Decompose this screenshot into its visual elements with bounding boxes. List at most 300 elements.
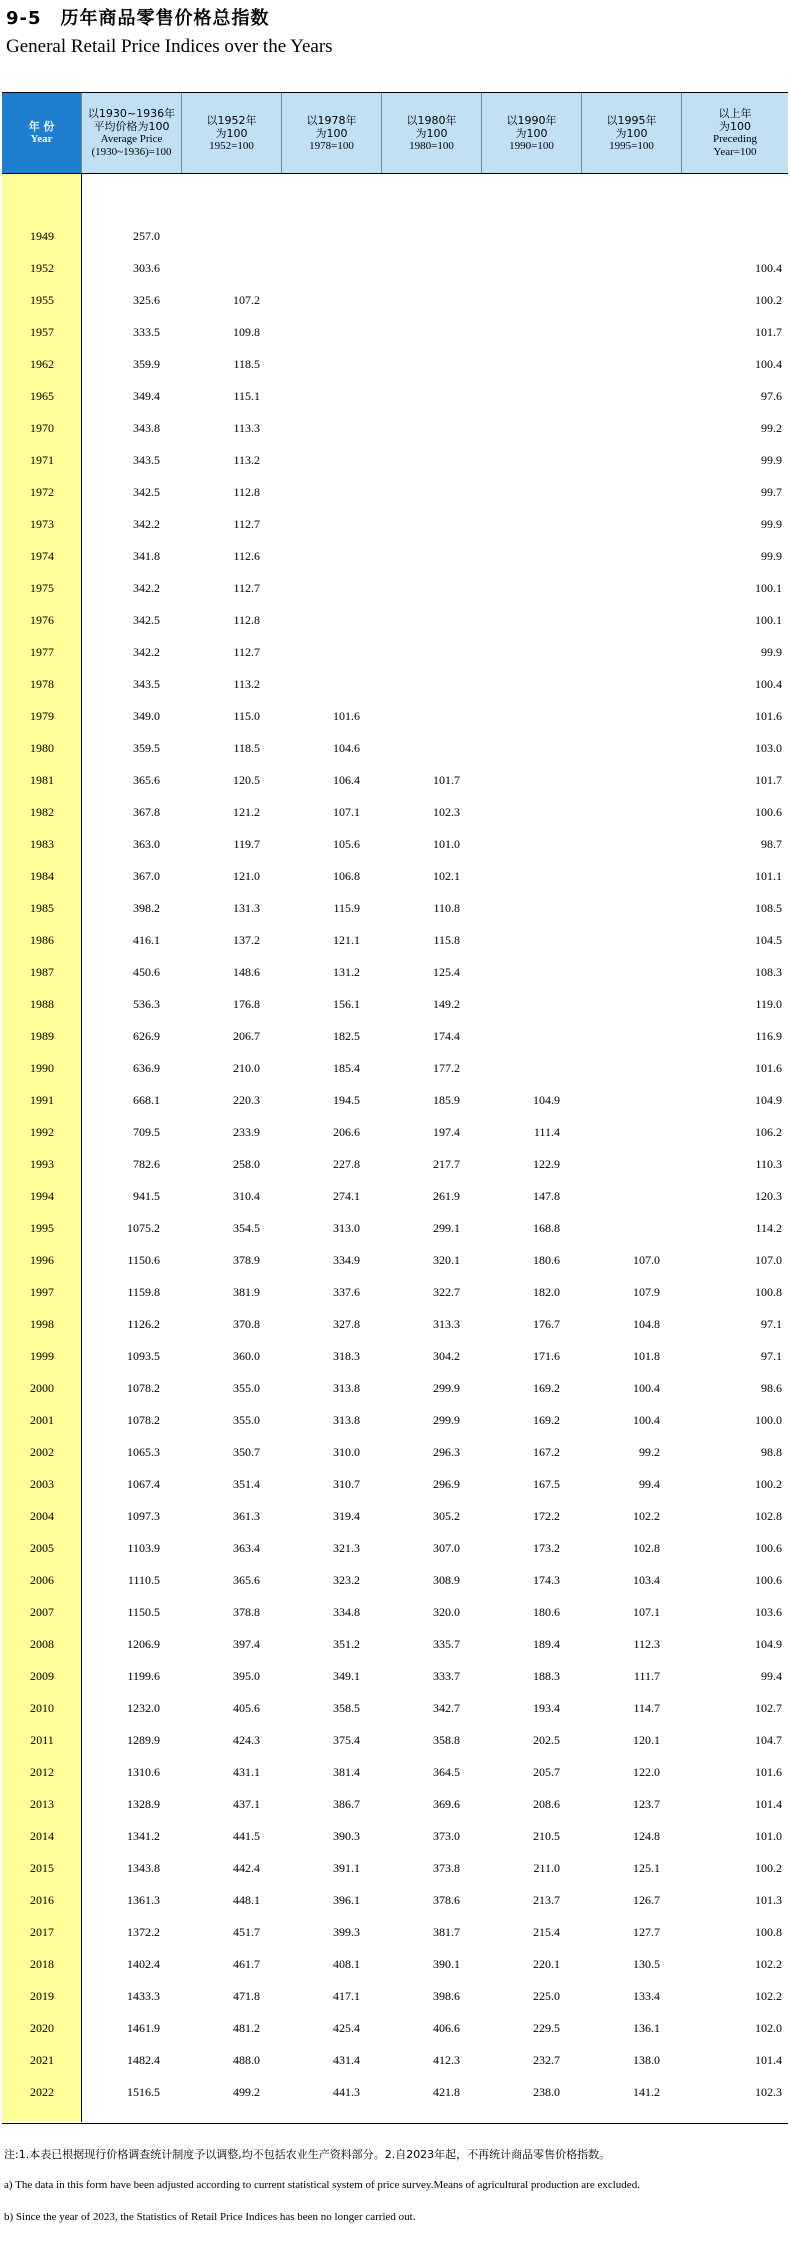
index-1952-cell: 121.0	[233, 868, 260, 883]
year-cell: 1979	[30, 708, 54, 723]
index-1930-1936-cell: 343.5	[133, 676, 160, 691]
index-1978-cell: 408.1	[333, 1956, 360, 1971]
index-preceding-year-cell: 102.2	[755, 1988, 782, 2003]
index-1952-cell: 437.1	[233, 1796, 260, 1811]
index-1980-cell: 333.7	[433, 1668, 460, 1683]
index-preceding-year-cell: 107.0	[755, 1252, 782, 1267]
index-1995-cell: 102.8	[633, 1540, 660, 1555]
index-preceding-year-cell: 103.0	[755, 740, 782, 755]
index-1978-cell: 310.7	[333, 1476, 360, 1491]
index-1978-cell: 386.7	[333, 1796, 360, 1811]
index-1930-1936-cell: 342.2	[133, 516, 160, 531]
footnote-zh: 注:1.本表已根据现行价格调查统计制度予以调整,均不包括农业生产资料部分。2.自2023年起，不再统计商品零售价格指数。	[4, 2148, 611, 2161]
index-1952-cell: 210.0	[233, 1060, 260, 1075]
index-preceding-year-cell: 101.3	[755, 1892, 782, 1907]
index-1980-cell: 261.9	[433, 1188, 460, 1203]
index-preceding-year-cell: 116.9	[755, 1028, 782, 1043]
table-row	[2, 1276, 788, 1308]
index-1980-cell: 308.9	[433, 1572, 460, 1587]
index-1978-cell: 391.1	[333, 1860, 360, 1875]
index-1978-cell: 327.8	[333, 1316, 360, 1331]
table-row	[2, 1500, 788, 1532]
table-row	[2, 348, 788, 380]
year-cell: 2012	[30, 1764, 54, 1779]
table-row	[2, 1180, 788, 1212]
index-1930-1936-cell: 1150.5	[127, 1604, 160, 1619]
index-1930-1936-cell: 1289.9	[127, 1732, 160, 1747]
index-preceding-year-cell: 97.1	[761, 1348, 782, 1363]
year-cell: 1986	[30, 932, 54, 947]
index-preceding-year-cell: 101.6	[755, 708, 782, 723]
table-row	[2, 956, 788, 988]
table-row	[2, 2012, 788, 2044]
table-row	[2, 1916, 788, 1948]
year-cell: 1972	[30, 484, 54, 499]
index-1930-1936-cell: 1159.8	[127, 1284, 160, 1299]
index-1952-cell: 481.2	[233, 2020, 260, 2035]
index-1990-cell: 180.6	[533, 1252, 560, 1267]
index-1978-cell: 375.4	[333, 1732, 360, 1747]
index-1995-cell: 126.7	[633, 1892, 660, 1907]
table-row	[2, 2044, 788, 2076]
year-cell: 1999	[30, 1348, 54, 1363]
index-1990-cell: 173.2	[533, 1540, 560, 1555]
index-preceding-year-cell: 100.4	[755, 260, 782, 275]
index-1990-cell: 169.2	[533, 1380, 560, 1395]
index-1930-1936-cell: 1310.6	[127, 1764, 160, 1779]
index-preceding-year-cell: 102.0	[755, 2020, 782, 2035]
index-1978-cell: 194.5	[333, 1092, 360, 1107]
table-row	[2, 604, 788, 636]
index-1952-cell: 370.8	[233, 1316, 260, 1331]
index-1952-cell: 112.7	[233, 580, 260, 595]
table-row	[2, 1596, 788, 1628]
index-1930-1936-cell: 1067.4	[127, 1476, 160, 1491]
header-c7-zh2: 为100	[718, 120, 751, 133]
index-1952-cell: 355.0	[233, 1380, 260, 1395]
index-1980-cell: 299.9	[433, 1412, 460, 1427]
index-1995-cell: 99.4	[639, 1476, 660, 1491]
index-preceding-year-cell: 100.8	[755, 1924, 782, 1939]
index-1980-cell: 412.3	[433, 2052, 460, 2067]
table-row	[2, 572, 788, 604]
year-cell: 1994	[30, 1188, 54, 1203]
table-row	[2, 1436, 788, 1468]
index-1980-cell: 342.7	[433, 1700, 460, 1715]
index-1978-cell: 185.4	[333, 1060, 360, 1075]
year-cell: 2003	[30, 1476, 54, 1491]
index-1952-cell: 363.4	[233, 1540, 260, 1555]
index-1980-cell: 335.7	[433, 1636, 460, 1651]
year-cell: 1976	[30, 612, 54, 627]
index-1952-cell: 461.7	[233, 1956, 260, 1971]
header-c7-zh1: 以上年	[718, 107, 752, 120]
index-1978-cell: 334.8	[333, 1604, 360, 1619]
table-row	[2, 1340, 788, 1372]
table-row	[2, 1084, 788, 1116]
index-1930-1936-cell: 636.9	[133, 1060, 160, 1075]
index-preceding-year-cell: 114.2	[755, 1220, 782, 1235]
index-1952-cell: 397.4	[233, 1636, 260, 1651]
table-row	[2, 1756, 788, 1788]
year-cell: 1971	[30, 452, 54, 467]
index-1952-cell: 355.0	[233, 1412, 260, 1427]
index-1978-cell: 106.4	[333, 772, 360, 787]
year-cell: 2007	[30, 1604, 54, 1619]
index-1980-cell: 369.6	[433, 1796, 460, 1811]
index-1930-1936-cell: 1093.5	[127, 1348, 160, 1363]
header-c4-zh1: 以1980年	[406, 113, 457, 127]
index-1952-cell: 451.7	[233, 1924, 260, 1939]
index-1980-cell: 185.9	[433, 1092, 460, 1107]
year-cell: 2010	[30, 1700, 54, 1715]
index-preceding-year-cell: 101.4	[755, 2052, 782, 2067]
index-1978-cell: 104.6	[333, 740, 360, 755]
index-1995-cell: 112.3	[633, 1636, 660, 1651]
year-cell: 2004	[30, 1508, 54, 1523]
index-1980-cell: 110.8	[433, 900, 460, 915]
year-cell: 2017	[30, 1924, 54, 1939]
index-1930-1936-cell: 343.5	[133, 452, 160, 467]
index-preceding-year-cell: 99.9	[761, 644, 782, 659]
index-1995-cell: 107.1	[633, 1604, 660, 1619]
index-1930-1936-cell: 333.5	[133, 324, 160, 339]
index-1952-cell: 258.0	[233, 1156, 260, 1171]
index-1990-cell: 193.4	[533, 1700, 560, 1715]
index-1952-cell: 354.5	[233, 1220, 260, 1235]
header-c3-zh1: 以1978年	[306, 113, 357, 127]
index-1952-cell: 137.2	[233, 932, 260, 947]
header-col-1930-1936	[82, 93, 182, 173]
table-row	[2, 1052, 788, 1084]
index-1980-cell: 320.1	[433, 1252, 460, 1267]
year-cell: 2021	[30, 2052, 54, 2067]
index-1990-cell: 188.3	[533, 1668, 560, 1683]
index-1978-cell: 106.8	[333, 868, 360, 883]
index-1952-cell: 488.0	[233, 2052, 260, 2067]
index-1978-cell: 351.2	[333, 1636, 360, 1651]
index-1978-cell: 107.1	[333, 804, 360, 819]
index-1978-cell: 425.4	[333, 2020, 360, 2035]
index-1930-1936-cell: 1341.2	[127, 1828, 160, 1843]
index-1930-1936-cell: 1103.9	[127, 1540, 160, 1555]
index-1978-cell: 337.6	[333, 1284, 360, 1299]
index-1930-1936-cell: 367.8	[133, 804, 160, 819]
index-preceding-year-cell: 97.6	[761, 388, 782, 403]
index-1990-cell: 172.2	[533, 1508, 560, 1523]
index-1952-cell: 115.0	[233, 708, 260, 723]
header-col-1980	[382, 93, 482, 173]
year-cell: 1990	[30, 1060, 54, 1075]
header-c4-zh2: 为100	[415, 126, 448, 140]
index-1930-1936-cell: 1361.3	[127, 1892, 160, 1907]
index-1952-cell: 365.6	[233, 1572, 260, 1587]
index-1930-1936-cell: 349.0	[133, 708, 160, 723]
index-1990-cell: 202.5	[533, 1732, 560, 1747]
year-cell: 2009	[30, 1668, 54, 1683]
index-1995-cell: 111.7	[633, 1668, 660, 1683]
table-row	[2, 1372, 788, 1404]
index-1980-cell: 364.5	[433, 1764, 460, 1779]
header-c1-en2: (1930~1936)=100	[91, 146, 172, 158]
index-preceding-year-cell: 103.6	[755, 1604, 782, 1619]
table-row	[2, 508, 788, 540]
index-1930-1936-cell: 303.6	[133, 260, 160, 275]
table-row	[2, 284, 788, 316]
index-1930-1936-cell: 1461.9	[127, 2020, 160, 2035]
index-1930-1936-cell: 1065.3	[127, 1444, 160, 1459]
index-1980-cell: 217.7	[433, 1156, 460, 1171]
index-1930-1936-cell: 626.9	[133, 1028, 160, 1043]
index-1930-1936-cell: 359.9	[133, 356, 160, 371]
index-preceding-year-cell: 99.9	[761, 516, 782, 531]
table-row	[2, 1532, 788, 1564]
index-preceding-year-cell: 104.5	[755, 932, 782, 947]
index-1930-1936-cell: 1402.4	[127, 1956, 160, 1971]
index-1995-cell: 138.0	[633, 2052, 660, 2067]
index-1952-cell: 350.7	[233, 1444, 260, 1459]
index-1952-cell: 378.9	[233, 1252, 260, 1267]
table-row	[2, 1116, 788, 1148]
index-preceding-year-cell: 100.2	[755, 1860, 782, 1875]
table-subtitle: General Retail Price Indices over the Years	[6, 36, 333, 57]
index-1952-cell: 378.8	[233, 1604, 260, 1619]
header-year-zh: 年 份	[28, 120, 55, 133]
year-cell: 1957	[30, 324, 54, 339]
index-1978-cell: 334.9	[333, 1252, 360, 1267]
year-cell: 2011	[30, 1732, 54, 1747]
year-cell: 2013	[30, 1796, 54, 1811]
index-1952-cell: 148.6	[233, 964, 260, 979]
year-cell: 1978	[30, 676, 54, 691]
index-1978-cell: 121.1	[333, 932, 360, 947]
index-1990-cell: 210.5	[533, 1828, 560, 1843]
index-1980-cell: 373.8	[433, 1860, 460, 1875]
index-1952-cell: 233.9	[233, 1124, 260, 1139]
index-1952-cell: 121.2	[233, 804, 260, 819]
index-1952-cell: 360.0	[233, 1348, 260, 1363]
table-row	[2, 2076, 788, 2108]
index-1990-cell: 111.4	[533, 1124, 560, 1139]
index-1930-1936-cell: 450.6	[133, 964, 160, 979]
index-1930-1936-cell: 1433.3	[127, 1988, 160, 2003]
index-preceding-year-cell: 101.0	[755, 1828, 782, 1843]
index-1952-cell: 118.5	[233, 356, 260, 371]
index-1930-1936-cell: 342.5	[133, 484, 160, 499]
footnote-b: b) Since the year of 2023, the Statistics of Retail Price Indices has been no longer carried out.	[4, 2211, 416, 2223]
index-1990-cell: 168.8	[533, 1220, 560, 1235]
index-1978-cell: 441.3	[333, 2084, 360, 2099]
year-cell: 2019	[30, 1988, 54, 2003]
year-cell: 1973	[30, 516, 54, 531]
table-row	[2, 860, 788, 892]
index-1995-cell: 102.2	[633, 1508, 660, 1523]
table-row	[2, 316, 788, 348]
index-1952-cell: 113.2	[233, 452, 260, 467]
index-1930-1936-cell: 1232.0	[127, 1700, 160, 1715]
index-1980-cell: 305.2	[433, 1508, 460, 1523]
index-1978-cell: 131.2	[333, 964, 360, 979]
index-1980-cell: 101.0	[433, 836, 460, 851]
header-year	[2, 93, 82, 173]
index-1980-cell: 421.8	[433, 2084, 460, 2099]
index-1978-cell: 349.1	[333, 1668, 360, 1683]
header-c1-zh2: 平均价格为100	[93, 120, 170, 133]
index-1930-1936-cell: 536.3	[133, 996, 160, 1011]
index-1990-cell: 171.6	[533, 1348, 560, 1363]
year-cell: 1970	[30, 420, 54, 435]
index-1980-cell: 358.8	[433, 1732, 460, 1747]
index-1930-1936-cell: 349.4	[133, 388, 160, 403]
year-cell: 1995	[30, 1220, 54, 1235]
table-row	[2, 252, 788, 284]
header-c3-en: 1978=100	[309, 139, 354, 152]
index-1980-cell: 197.4	[433, 1124, 460, 1139]
index-1952-cell: 442.4	[233, 1860, 260, 1875]
table-row	[2, 636, 788, 668]
index-preceding-year-cell: 102.2	[755, 1956, 782, 1971]
year-cell: 2016	[30, 1892, 54, 1907]
header-c4-en: 1980=100	[409, 139, 454, 152]
index-1978-cell: 417.1	[333, 1988, 360, 2003]
year-cell: 1980	[30, 740, 54, 755]
header-c7-en1: Preceding	[713, 133, 757, 145]
year-cell: 2008	[30, 1636, 54, 1651]
index-1978-cell: 319.4	[333, 1508, 360, 1523]
index-1995-cell: 99.2	[639, 1444, 660, 1459]
index-1930-1936-cell: 342.2	[133, 580, 160, 595]
year-cell: 1996	[30, 1252, 54, 1267]
table-row	[2, 1244, 788, 1276]
index-preceding-year-cell: 99.4	[761, 1668, 782, 1683]
index-preceding-year-cell: 100.4	[755, 356, 782, 371]
index-1980-cell: 304.2	[433, 1348, 460, 1363]
table-row	[2, 828, 788, 860]
index-1990-cell: 176.7	[533, 1316, 560, 1331]
table-row	[2, 1020, 788, 1052]
year-cell: 1988	[30, 996, 54, 1011]
index-1952-cell: 112.8	[233, 484, 260, 499]
header-c6-zh2: 为100	[615, 126, 648, 140]
index-preceding-year-cell: 100.0	[755, 1412, 782, 1427]
index-1990-cell: 180.6	[533, 1604, 560, 1619]
index-1978-cell: 206.6	[333, 1124, 360, 1139]
year-cell: 1981	[30, 772, 54, 787]
year-cell: 1987	[30, 964, 54, 979]
index-1952-cell: 424.3	[233, 1732, 260, 1747]
index-1980-cell: 102.3	[433, 804, 460, 819]
header-c2-zh1: 以1952年	[206, 113, 257, 127]
year-cell: 1975	[30, 580, 54, 595]
table-row	[2, 1308, 788, 1340]
table-row	[2, 540, 788, 572]
index-1980-cell: 313.3	[433, 1316, 460, 1331]
index-1990-cell: 211.0	[533, 1860, 560, 1875]
index-1995-cell: 107.0	[633, 1252, 660, 1267]
index-1980-cell: 307.0	[433, 1540, 460, 1555]
index-1980-cell: 390.1	[433, 1956, 460, 1971]
index-1930-1936-cell: 1097.3	[127, 1508, 160, 1523]
index-preceding-year-cell: 101.4	[755, 1796, 782, 1811]
index-1980-cell: 115.8	[433, 932, 460, 947]
index-1995-cell: 124.8	[633, 1828, 660, 1843]
index-1930-1936-cell: 1126.2	[127, 1316, 160, 1331]
index-1952-cell: 499.2	[233, 2084, 260, 2099]
index-1930-1936-cell: 1343.8	[127, 1860, 160, 1875]
table-row	[2, 1724, 788, 1756]
index-preceding-year-cell: 97.1	[761, 1316, 782, 1331]
table-row	[2, 1948, 788, 1980]
index-1952-cell: 113.3	[233, 420, 260, 435]
index-1995-cell: 123.7	[633, 1796, 660, 1811]
year-cell: 1974	[30, 548, 54, 563]
index-1995-cell: 120.1	[633, 1732, 660, 1747]
index-1930-1936-cell: 342.2	[133, 644, 160, 659]
year-cell: 2022	[30, 2084, 54, 2099]
index-1952-cell: 220.3	[233, 1092, 260, 1107]
index-1952-cell: 405.6	[233, 1700, 260, 1715]
year-cell: 1984	[30, 868, 54, 883]
year-cell: 1949	[30, 228, 54, 243]
index-1995-cell: 107.9	[633, 1284, 660, 1299]
index-preceding-year-cell: 100.2	[755, 1476, 782, 1491]
index-1978-cell: 321.3	[333, 1540, 360, 1555]
table-row	[2, 1788, 788, 1820]
index-1995-cell: 100.4	[633, 1412, 660, 1427]
index-preceding-year-cell: 101.1	[755, 868, 782, 883]
index-1990-cell: 122.9	[533, 1156, 560, 1171]
index-1980-cell: 296.9	[433, 1476, 460, 1491]
table-row	[2, 988, 788, 1020]
index-1980-cell: 381.7	[433, 1924, 460, 1939]
table-row	[2, 1660, 788, 1692]
index-1978-cell: 381.4	[333, 1764, 360, 1779]
table-row	[2, 412, 788, 444]
table-row	[2, 1148, 788, 1180]
table-row	[2, 220, 788, 252]
index-1952-cell: 206.7	[233, 1028, 260, 1043]
index-1978-cell: 399.3	[333, 1924, 360, 1939]
index-1952-cell: 381.9	[233, 1284, 260, 1299]
index-1995-cell: 127.7	[633, 1924, 660, 1939]
table-row	[2, 1692, 788, 1724]
index-1978-cell: 310.0	[333, 1444, 360, 1459]
index-1978-cell: 313.0	[333, 1220, 360, 1235]
index-1980-cell: 299.9	[433, 1380, 460, 1395]
index-1980-cell: 102.1	[433, 868, 460, 883]
index-1952-cell: 120.5	[233, 772, 260, 787]
index-preceding-year-cell: 100.6	[755, 1540, 782, 1555]
index-preceding-year-cell: 104.9	[755, 1092, 782, 1107]
index-1952-cell: 112.7	[233, 516, 260, 531]
index-1930-1936-cell: 359.5	[133, 740, 160, 755]
index-1980-cell: 296.3	[433, 1444, 460, 1459]
year-cell: 2002	[30, 1444, 54, 1459]
header-col-1990	[482, 93, 582, 173]
table-row	[2, 796, 788, 828]
index-preceding-year-cell: 99.9	[761, 452, 782, 467]
table-row	[2, 476, 788, 508]
header-c2-zh2: 为100	[215, 126, 248, 140]
index-1952-cell: 176.8	[233, 996, 260, 1011]
table-body	[2, 220, 788, 2108]
index-1952-cell: 109.8	[233, 324, 260, 339]
index-preceding-year-cell: 110.3	[755, 1156, 782, 1171]
index-1952-cell: 112.6	[233, 548, 260, 563]
header-col-1978	[282, 93, 382, 173]
index-1978-cell: 115.9	[333, 900, 360, 915]
index-1990-cell: 174.3	[533, 1572, 560, 1587]
